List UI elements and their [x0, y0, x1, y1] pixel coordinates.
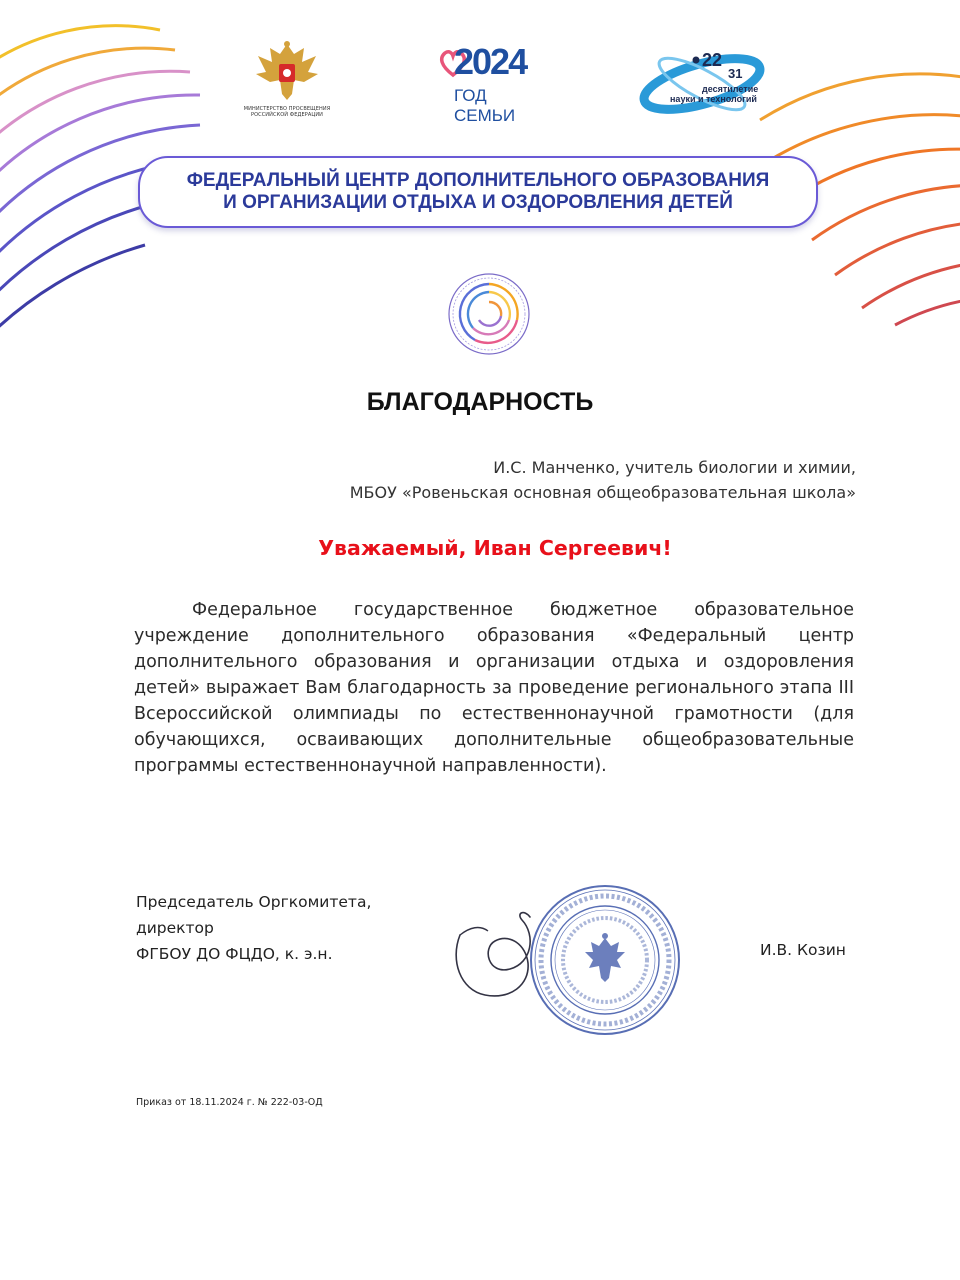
- year-number: 2024: [454, 41, 527, 82]
- body-paragraph: Федеральное государственное бюджетное образовательное учреждение дополнительного образования «Федеральный центр дополнительного образования и организации отдыха и оздоровления детей» выражает Вам благодарность за проведение регионального этапа III Всероссийской олимпиады по естественнонаучной грамотности (для обучающихся, осваивающих дополнительные общеобразовательные программы естественнонаучной направленности).: [134, 600, 854, 776]
- ministry-line1: МИНИСТЕРСТВО ПРОСВЕЩЕНИЯ: [243, 106, 331, 112]
- recipient-line1: И.С. Манченко, учитель биологии и химии,: [493, 458, 856, 477]
- organization-banner: [138, 156, 818, 228]
- year-of-family-logo: [436, 41, 546, 125]
- decade-line1: десятилетие: [702, 84, 759, 94]
- official-stamp: [525, 880, 685, 1040]
- center-emblem-icon: [445, 270, 533, 358]
- order-reference: Приказ от 18.11.2024 г. № 222-03-ОД: [136, 1097, 323, 1108]
- ministry-line2: РОССИЙСКОЙ ФЕДЕРАЦИИ: [250, 112, 324, 118]
- decade-of-science-logo: [636, 36, 768, 128]
- decade-line2: науки и технологий: [670, 94, 757, 104]
- ministry-logo: [232, 38, 342, 122]
- position-line3: ФГБОУ ДО ФЦДО, к. э.н.: [136, 945, 333, 963]
- signer-position: [136, 889, 371, 967]
- recipient-block: [350, 455, 856, 505]
- banner-line1: ФЕДЕРАЛЬНЫЙ ЦЕНТР ДОПОЛНИТЕЛЬНОГО ОБРАЗОВАНИЯ: [186, 170, 770, 191]
- recipient-line2: МБОУ «Ровеньская основная общеобразовательная школа»: [349, 483, 856, 502]
- position-line1: Председатель Оргкомитета,: [136, 893, 372, 911]
- signer-name: И.В. Козин: [760, 941, 846, 959]
- greeting: Уважаемый, Иван Сергеевич!: [318, 536, 672, 560]
- banner-line2: И ОРГАНИЗАЦИИ ОТДЫХА И ОЗДОРОВЛЕНИЯ ДЕТЕЙ: [223, 192, 733, 213]
- year-subtitle: ГОД СЕМЬИ: [454, 86, 516, 125]
- position-line2: директор: [136, 919, 214, 937]
- eagle-emblem-icon: [232, 38, 342, 104]
- document-title: БЛАГОДАРНОСТЬ: [366, 388, 594, 416]
- decade-num1: 22: [702, 50, 723, 70]
- decade-num2: 31: [728, 66, 743, 81]
